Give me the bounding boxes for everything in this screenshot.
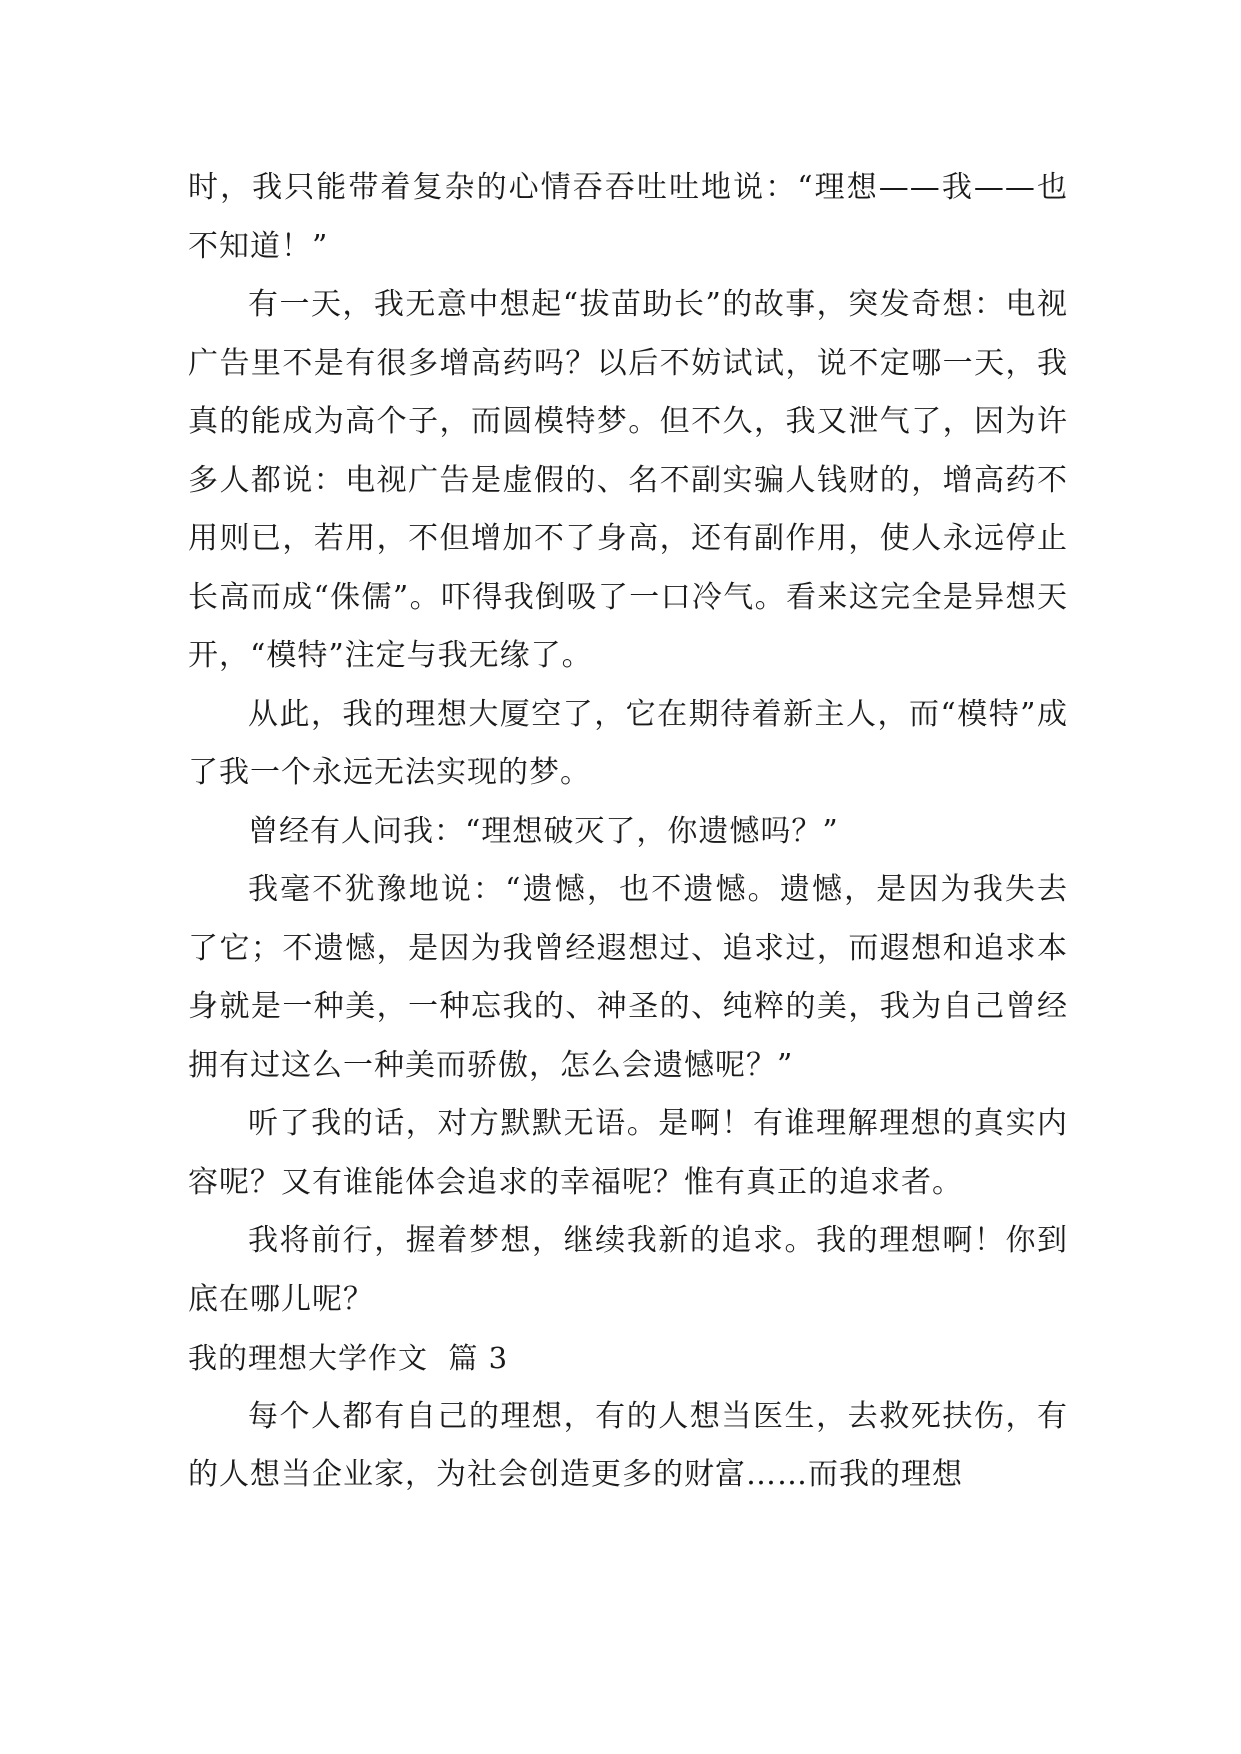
- paragraph: 有一天，我无意中想起“拔苗助长”的故事，突发奇想：电视广告里不是有很多增高药吗？以后不妨试试，说不定哪一天，我真的能成为高个子，而圆模特梦。但不久，我又泄气了，因为许多人都说：电视广告是虚假的、名不副实骗人钱财的，增高药不用则已，若用，不但增加不了身高，还有副作用，使人永远停止长高而成“侏儒”。吓得我倒吸了一口冷气。看来这完全是异想天开，“模特”注定与我无缘了。: [188, 287, 1068, 673]
- paragraph: 每个人都有自己的理想，有的人想当医生，去救死扶伤，有的人想当企业家，为社会创造更多的财富……而我的理想: [188, 1398, 1068, 1492]
- paragraph-continuation: 时，我只能带着复杂的心情吞吞吐吐地说：“理想——我——也不知道！”: [188, 170, 1068, 264]
- paragraph: 曾经有人问我：“理想破灭了，你遗憾吗？”: [248, 813, 839, 849]
- paragraph: 听了我的话，对方默默无语。是啊！有谁理解理想的真实内容呢？又有谁能体会追求的幸福呢？惟有真正的追求者。: [188, 1106, 1068, 1200]
- paragraph: 我毫不犹豫地说：“遗憾，也不遗憾。遗憾，是因为我失去了它；不遗憾，是因为我曾经遐想过、追求过，而遐想和追求本身就是一种美，一种忘我的、神圣的、纯粹的美，我为自己曾经拥有过这么一种美而骄傲，怎么会遗憾呢？”: [188, 872, 1068, 1083]
- document-body: [188, 159, 1068, 1505]
- section-heading: 我的理想大学作文 篇 3: [188, 1341, 509, 1375]
- paragraph: 从此，我的理想大厦空了，它在期待着新主人，而“模特”成了我一个永远无法实现的梦。: [188, 696, 1068, 790]
- paragraph: 我将前行，握着梦想，继续我新的追求。我的理想啊！你到底在哪儿呢？: [188, 1223, 1068, 1317]
